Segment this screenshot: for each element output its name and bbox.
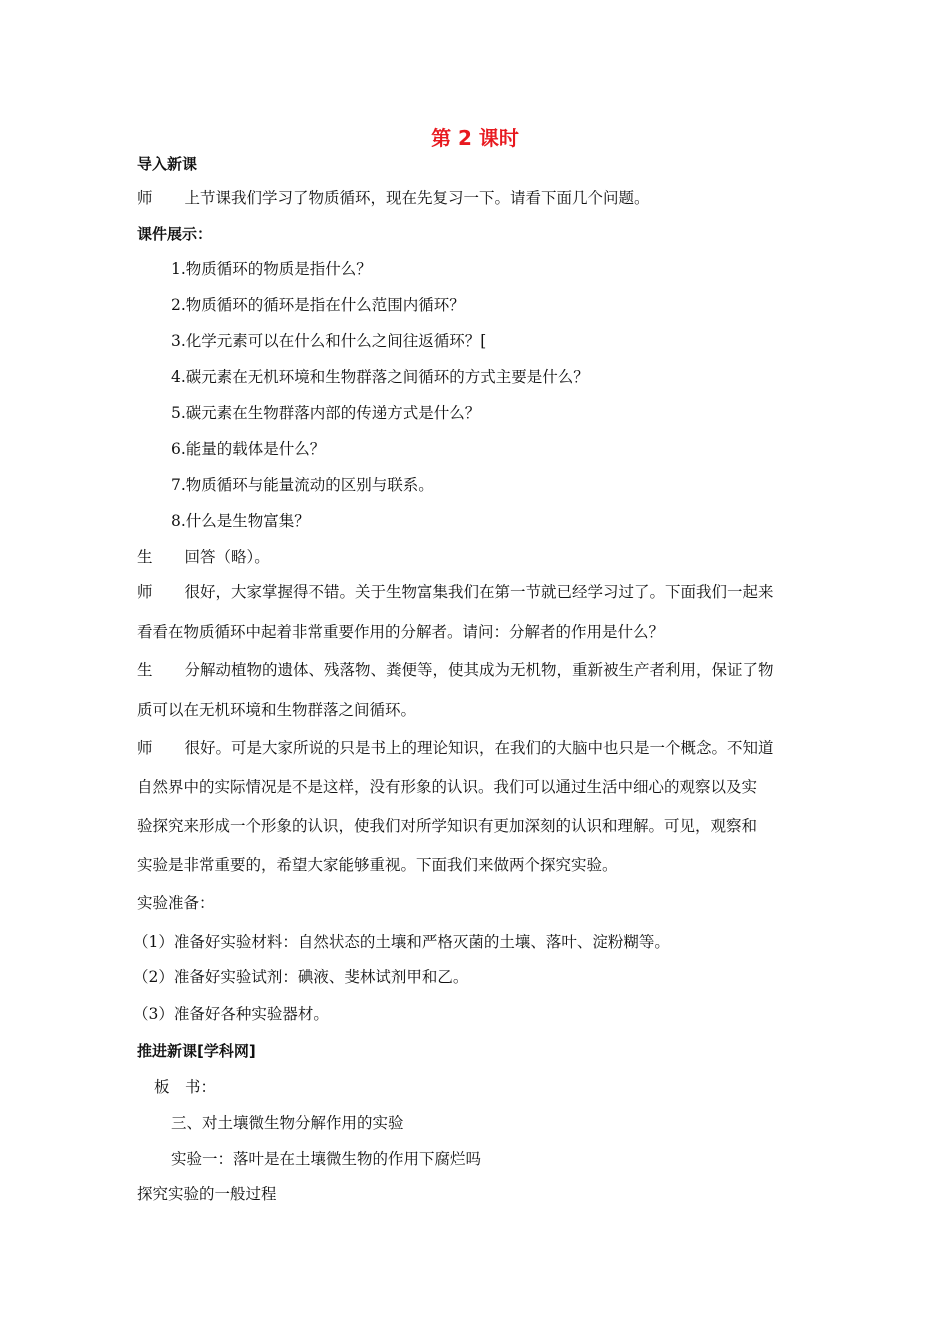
speaker-label: 师 [137, 583, 153, 601]
prep-item: （3）准备好各种实验器材。 [133, 1005, 329, 1023]
dialogue-line: 看看在物质循环中起着非常重要作用的分解者。请问：分解者的作用是什么？ [137, 623, 665, 641]
speaker-label: 师 [137, 739, 153, 757]
dialogue-line: 自然界中的实际情况是不是这样，没有形象的认识。我们可以通过生活中细心的观察以及实 [137, 778, 758, 796]
dialogue-line: 验探究来形成一个形象的认识，使我们对所学知识有更加深刻的认识和理解。可见，观察和 [137, 817, 758, 835]
board-label: 板 书： [154, 1078, 217, 1096]
speaker-label: 生 [137, 548, 153, 566]
dialogue-line: 生 分解动植物的遗体、残落物、粪便等，使其成为无机物，重新被生产者利用，保证了物 [137, 661, 774, 679]
intro-heading: 导入新课 [137, 155, 198, 173]
courseware-heading: 课件展示： [137, 225, 213, 243]
prep-item: （1）准备好实验材料：自然状态的土壤和严格灭菌的土壤、落叶、淀粉糊等。 [133, 933, 670, 951]
intro-paragraph [137, 187, 650, 209]
question-item: 8.什么是生物富集？ [171, 512, 310, 530]
new-lesson-heading: 推进新课[学科网] [137, 1042, 256, 1060]
question-item: 2.物质循环的循环是指在什么范围内循环？ [171, 296, 465, 314]
dialogue-line: 实验是非常重要的，希望大家能够重视。下面我们来做两个探究实验。 [137, 856, 618, 874]
speaker-label: 生 [137, 661, 153, 679]
process-label: 探究实验的一般过程 [137, 1185, 277, 1203]
question-item: 5.碳元素在生物群落内部的传递方式是什么？ [171, 404, 481, 422]
experiment-one-title: 实验一：落叶是在土壤微生物的作用下腐烂吗 [171, 1150, 482, 1168]
dialogue-line: 师 很好，大家掌握得不错。关于生物富集我们在第一节就已经学习过了。下面我们一起来 [137, 583, 774, 601]
dialogue-line: 质可以在无机环境和生物群落之间循环。 [137, 701, 417, 719]
lesson-title: 第 2 课时 [431, 126, 519, 150]
section-title: 三、对土壤微生物分解作用的实验 [171, 1114, 404, 1132]
intro-text: 上节课我们学习了物质循环，现在先复习一下。请看下面几个问题。 [184, 189, 650, 207]
dialogue-line: 生 回答（略）。 [137, 548, 270, 566]
prep-heading: 实验准备： [137, 894, 215, 912]
prep-item: （2）准备好实验试剂：碘液、斐林试剂甲和乙。 [133, 968, 469, 986]
speaker-label: 师 [137, 189, 153, 207]
question-item: 7.物质循环与能量流动的区别与联系。 [171, 476, 434, 494]
question-item: 4.碳元素在无机环境和生物群落之间循环的方式主要是什么？ [171, 368, 589, 386]
question-item: 1.物质循环的物质是指什么？ [171, 260, 372, 278]
question-item: 3.化学元素可以在什么和什么之间往返循环？[ [171, 332, 487, 350]
dialogue-line: 师 很好。可是大家所说的只是书上的理论知识，在我们的大脑中也只是一个概念。不知道 [137, 739, 774, 757]
question-item: 6.能量的载体是什么？ [171, 440, 326, 458]
